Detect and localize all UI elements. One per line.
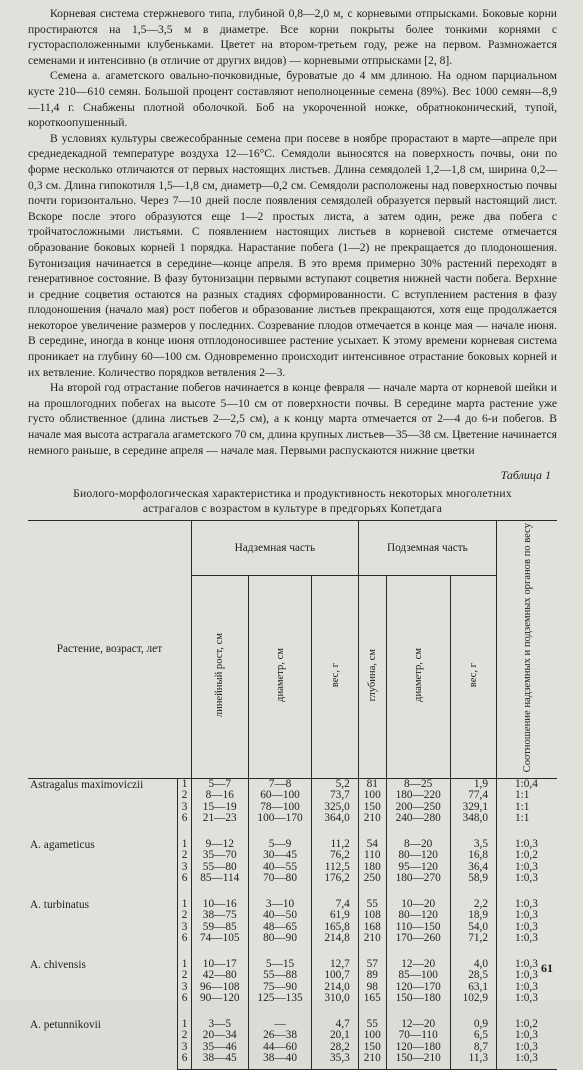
- value-cell: 16,8: [450, 850, 496, 862]
- value-cell: 55: [358, 885, 386, 911]
- value-cell: 165: [358, 993, 386, 1005]
- value-cell: 150: [358, 1042, 386, 1054]
- table-title-line-1: Биолого-морфологическая характеристика и продуктивность некоторых многолетних: [73, 487, 512, 501]
- value-cell: 8—16: [191, 790, 248, 802]
- age-cell: 2: [178, 1030, 192, 1042]
- age-cell: 2: [178, 910, 192, 922]
- header-diameter-above: диаметр, см: [248, 575, 312, 778]
- age-cell: 1: [178, 778, 192, 790]
- value-cell: 150—210: [386, 1053, 450, 1069]
- value-cell: 250: [358, 873, 386, 885]
- age-cell: 6: [178, 1053, 192, 1069]
- value-cell: 58,9: [450, 873, 496, 885]
- ratio-cell: 1:0,3: [515, 969, 538, 982]
- age-cell: 1: [178, 825, 192, 851]
- value-cell: 12—20: [386, 945, 450, 971]
- age-cell: 3: [178, 802, 192, 814]
- value-cell: 73,7: [312, 790, 358, 802]
- value-cell: 61,9: [312, 910, 358, 922]
- value-cell: 35—46: [191, 1042, 248, 1054]
- age-cell: 6: [178, 873, 192, 885]
- value-cell: 112,5: [312, 862, 358, 874]
- value-cell: 20—34: [191, 1030, 248, 1042]
- ratio-cell: 1:0,3: [515, 920, 538, 933]
- value-cell: 100,7: [312, 970, 358, 982]
- ratio-cell: 1:1: [515, 789, 530, 802]
- ratio-cell: 1:0,3: [515, 860, 538, 873]
- value-cell: 0,9: [450, 1005, 496, 1031]
- paragraph-1: Корневая система стержневого типа, глубиной 0,8—2,0 м, с корневыми отпрысками. Боковые корни простираются на 1,5—3,5 м в диаметре. Все корни покрыты более тонкими корнями с густорасположенными клубеньками. Цветет на втором-третьем году, реже на первом. Размножается семенами и интенсивно (в отличие от других видов) — корневыми отпрысками [2, 8].: [28, 7, 557, 67]
- value-cell: 6,5: [450, 1030, 496, 1042]
- value-cell: 176,2: [312, 873, 358, 885]
- plant-name: A. turbinatus: [28, 885, 178, 945]
- value-cell: 89: [358, 970, 386, 982]
- value-cell: 3—10: [248, 885, 312, 911]
- paragraph-4: На второй год отрастание побегов начинается в конце февраля — начале марта от корневой шейки и на прошлогодних побегах на высоте 5—10 см от поверхности почвы. В середине марта растение уже густо облиственное (длина листьев 2—2,5 см), а к концу марта отмечается от 2—4 до 6-и побегов. В начале мая высота астрагала агаметского 70 см, длина крупных листьев—35—38 см. Цветение начинается немного раньше, в середине апреля — начале мая. Первыми распускаются нижние цветки: [28, 381, 557, 457]
- value-cell: 180: [358, 862, 386, 874]
- value-cell: 77,4: [450, 790, 496, 802]
- value-cell: 210: [358, 813, 386, 825]
- value-cell: 180—220: [386, 790, 450, 802]
- value-cell: 30—45: [248, 850, 312, 862]
- table-row: [28, 1005, 557, 1031]
- value-cell: 180—270: [386, 873, 450, 885]
- header-ratio-text: Соотношение надземных и подземных органов по весу: [521, 523, 533, 773]
- value-cell: 8—20: [386, 825, 450, 851]
- value-cell: 12,7: [312, 945, 358, 971]
- value-cell: 20,1: [312, 1030, 358, 1042]
- value-cell: 310,0: [312, 993, 358, 1005]
- value-cell: 54,0: [450, 922, 496, 934]
- value-cell: 3,5: [450, 825, 496, 851]
- age-cell: 2: [178, 790, 192, 802]
- value-cell: 59—85: [191, 922, 248, 934]
- value-cell: 44—60: [248, 1042, 312, 1054]
- paragraph-2: Семена а. агаметского овально-почковидные, буроватые до 4 мм длиною. На одном парциальном кусте 210—610 семян. Большой процент составляют неполноценные семена (89%). Вес 1000 семян—8,9—11,4 г. Снабжены плотной оболочкой. Боб на укороченной ножке, обратноконический, тупой, короткоопушенный.: [28, 69, 557, 130]
- value-cell: 85—114: [191, 873, 248, 885]
- value-cell: 81: [358, 778, 386, 790]
- age-cell: 6: [178, 813, 192, 825]
- value-cell: 8—25: [386, 778, 450, 790]
- value-cell: 348,0: [450, 813, 496, 825]
- ratio-cell: 1:0,3: [515, 1040, 538, 1053]
- value-cell: 7—8: [248, 778, 312, 790]
- value-cell: 200—250: [386, 802, 450, 814]
- value-cell: 11,3: [450, 1053, 496, 1069]
- value-cell: 168: [358, 922, 386, 934]
- age-cell: 6: [178, 993, 192, 1005]
- value-cell: 40—50: [248, 910, 312, 922]
- value-cell: 4,0: [450, 945, 496, 971]
- value-cell: 100: [358, 1030, 386, 1042]
- age-cell: 2: [178, 970, 192, 982]
- plant-name: Astragalus maximoviczii: [28, 778, 178, 825]
- value-cell: 15—19: [191, 802, 248, 814]
- value-cell: 8,7: [450, 1042, 496, 1054]
- astragalus-table: [28, 520, 557, 1069]
- value-cell: 42—80: [191, 970, 248, 982]
- value-cell: 110: [358, 850, 386, 862]
- value-cell: 90—120: [191, 993, 248, 1005]
- value-cell: 5,2: [312, 778, 358, 790]
- value-cell: 11,2: [312, 825, 358, 851]
- value-cell: 76,2: [312, 850, 358, 862]
- value-cell: 96—108: [191, 982, 248, 994]
- ratio-cell: 1:0,3: [515, 1029, 538, 1042]
- age-cell: 1: [178, 1005, 192, 1031]
- header-weight-above: вес, г: [312, 575, 358, 778]
- value-cell: 21—23: [191, 813, 248, 825]
- paragraph-3: В условиях культуры свежесобранные семена при посеве в ноябре прорастают в марте—апреле при среднедекадной температуре воздуха 12—16°С. Семядоли выносятся на поверхность почвы, они по форме несколько отличаются от первых настоящих листьев. Длина семядолей 1,2—1,8 см, ширина 0,2—0,3 см. Длина гипокотиля 1,5—1,8 см, диаметр—0,2 см. Семядоли расположены над поверхностью почвы почти горизонтально. Через 7—10 дней после появления семядолей образуется первый настоящий лист. Вскоре после этого образуются еще 1—2 простых листа, а затем один, реже два побега с тройчатосложными листьями. С появлением настоящих листьев в корневой системе отмечается образование боковых корней 1 порядка. Нарастание побега (1—2) не прекращается до плодоношения. Бутонизация начинается в середине—конце апреля. В это время примерно 30% растений переходят в генеративное состояние. В фазу бутонизации первыми вступают соцветия нижней части побега. Верхние и средние соцветия остаются на разных стадиях сформированности. С вступлением растения в фазу плодоношения (начало мая) рост побегов и образование листьев прекращаются, хотя еще продолжается некоторое увеличение размеров у последних. Созревание плодов отмечается в конце мая — начале июня. В середине, иногда в конце июня отплодоносившее растение усыхает. К этому времени корневая система проникает на глубину 60—100 см. Одновременно происходит интенсивное отрастание боковых корней и их ветвление. Количество порядков ветвления 2—3.: [28, 131, 557, 379]
- ratio-cell: 1:0,3: [515, 909, 538, 922]
- header-diameter-below: диаметр, см: [386, 575, 450, 778]
- value-cell: 100—170: [248, 813, 312, 825]
- value-cell: 38—40: [248, 1053, 312, 1069]
- value-cell: 70—80: [248, 873, 312, 885]
- value-cell: 120—180: [386, 1042, 450, 1054]
- value-cell: 74—105: [191, 933, 248, 945]
- age-cell: 3: [178, 862, 192, 874]
- age-cell: 6: [178, 933, 192, 945]
- value-cell: 3—5: [191, 1005, 248, 1031]
- value-cell: 2,2: [450, 885, 496, 911]
- value-cell: 98: [358, 982, 386, 994]
- value-cell: 120—170: [386, 982, 450, 994]
- value-cell: —: [248, 1005, 312, 1031]
- value-cell: 40—55: [248, 862, 312, 874]
- value-cell: 80—120: [386, 850, 450, 862]
- ratio-cell: 1:0,3: [515, 980, 538, 993]
- value-cell: 165,8: [312, 922, 358, 934]
- value-cell: 36,4: [450, 862, 496, 874]
- value-cell: 80—90: [248, 933, 312, 945]
- value-cell: 9—12: [191, 825, 248, 851]
- value-cell: 150—180: [386, 993, 450, 1005]
- header-ratio: [497, 521, 558, 778]
- value-cell: 170—260: [386, 933, 450, 945]
- value-cell: 1,9: [450, 778, 496, 790]
- ratio-cell: 1:0,4: [515, 777, 538, 790]
- value-cell: 38—45: [191, 1053, 248, 1069]
- value-cell: 5—7: [191, 778, 248, 790]
- table-body: [28, 778, 557, 1069]
- value-cell: 100: [358, 790, 386, 802]
- ratio-cell: 1:0,3: [515, 837, 538, 850]
- page-number: 61: [541, 961, 553, 975]
- age-cell: 1: [178, 945, 192, 971]
- value-cell: 10—16: [191, 885, 248, 911]
- table-title-line-2: астрагалов с возрастом в культуре в предгорьях Копетдага: [142, 501, 443, 515]
- value-cell: 125—135: [248, 993, 312, 1005]
- header-weight-below: вес, г: [450, 575, 496, 778]
- plant-name: A. chivensis: [28, 945, 178, 1005]
- value-cell: 85—100: [386, 970, 450, 982]
- value-cell: 95—120: [386, 862, 450, 874]
- ratio-cell: 1:1: [515, 812, 530, 825]
- value-cell: 55—80: [191, 862, 248, 874]
- age-cell: 1: [178, 885, 192, 911]
- plant-name: A. petunnikovii: [28, 1005, 178, 1070]
- value-cell: 240—280: [386, 813, 450, 825]
- value-cell: 38—75: [191, 910, 248, 922]
- value-cell: 5—9: [248, 825, 312, 851]
- header-plant-age: Растение, возраст, лет: [28, 521, 191, 778]
- value-cell: 80—120: [386, 910, 450, 922]
- value-cell: 35—70: [191, 850, 248, 862]
- value-cell: 214,0: [312, 982, 358, 994]
- ratio-cell: 1:0,2: [515, 849, 538, 862]
- value-cell: 70—110: [386, 1030, 450, 1042]
- ratio-cell: 1:0,2: [515, 1017, 538, 1030]
- value-cell: 10—20: [386, 885, 450, 911]
- table-label: Таблица 1: [500, 468, 551, 483]
- header-above-ground: Надземная часть: [191, 521, 358, 576]
- value-cell: 54: [358, 825, 386, 851]
- value-cell: 10—17: [191, 945, 248, 971]
- value-cell: 110—150: [386, 922, 450, 934]
- value-cell: 28,2: [312, 1042, 358, 1054]
- ratio-cell: 1:0,3: [515, 932, 538, 945]
- value-cell: 35,3: [312, 1053, 358, 1069]
- value-cell: 63,1: [450, 982, 496, 994]
- age-cell: 3: [178, 1042, 192, 1054]
- value-cell: 5—15: [248, 945, 312, 971]
- value-cell: 12—20: [386, 1005, 450, 1031]
- header-depth: глубина, см: [358, 575, 386, 778]
- value-cell: 55—88: [248, 970, 312, 982]
- age-cell: 3: [178, 922, 192, 934]
- value-cell: 7,4: [312, 885, 358, 911]
- value-cell: 48—65: [248, 922, 312, 934]
- table-row: [28, 945, 557, 971]
- value-cell: 108: [358, 910, 386, 922]
- value-cell: 26—38: [248, 1030, 312, 1042]
- ratio-cell: 1:0,3: [497, 1053, 558, 1069]
- value-cell: 4,7: [312, 1005, 358, 1031]
- value-cell: 71,2: [450, 933, 496, 945]
- value-cell: 18,9: [450, 910, 496, 922]
- value-cell: 210: [358, 1053, 386, 1069]
- age-cell: 2: [178, 850, 192, 862]
- table-row: [28, 885, 557, 911]
- value-cell: 325,0: [312, 802, 358, 814]
- header-linear-growth: линейный рост, см: [191, 575, 248, 778]
- plant-name: A. agameticus: [28, 825, 178, 885]
- value-cell: 364,0: [312, 813, 358, 825]
- ratio-cell: 1:1: [515, 800, 530, 813]
- ratio-cell: 1:0,3: [515, 957, 538, 970]
- age-cell: 3: [178, 982, 192, 994]
- value-cell: 75—90: [248, 982, 312, 994]
- value-cell: 150: [358, 802, 386, 814]
- ratio-cell: 1:0,3: [515, 992, 538, 1005]
- value-cell: 57: [358, 945, 386, 971]
- value-cell: 78—100: [248, 802, 312, 814]
- header-below-ground: Подземная часть: [358, 521, 496, 576]
- table-title: [28, 487, 557, 516]
- value-cell: 210: [358, 933, 386, 945]
- value-cell: 329,1: [450, 802, 496, 814]
- value-cell: 28,5: [450, 970, 496, 982]
- value-cell: 102,9: [450, 993, 496, 1005]
- value-cell: 214,8: [312, 933, 358, 945]
- table-row: [28, 825, 557, 851]
- value-cell: 60—100: [248, 790, 312, 802]
- value-cell: 55: [358, 1005, 386, 1031]
- ratio-cell: 1:0,3: [515, 897, 538, 910]
- ratio-cell: 1:0,3: [515, 872, 538, 885]
